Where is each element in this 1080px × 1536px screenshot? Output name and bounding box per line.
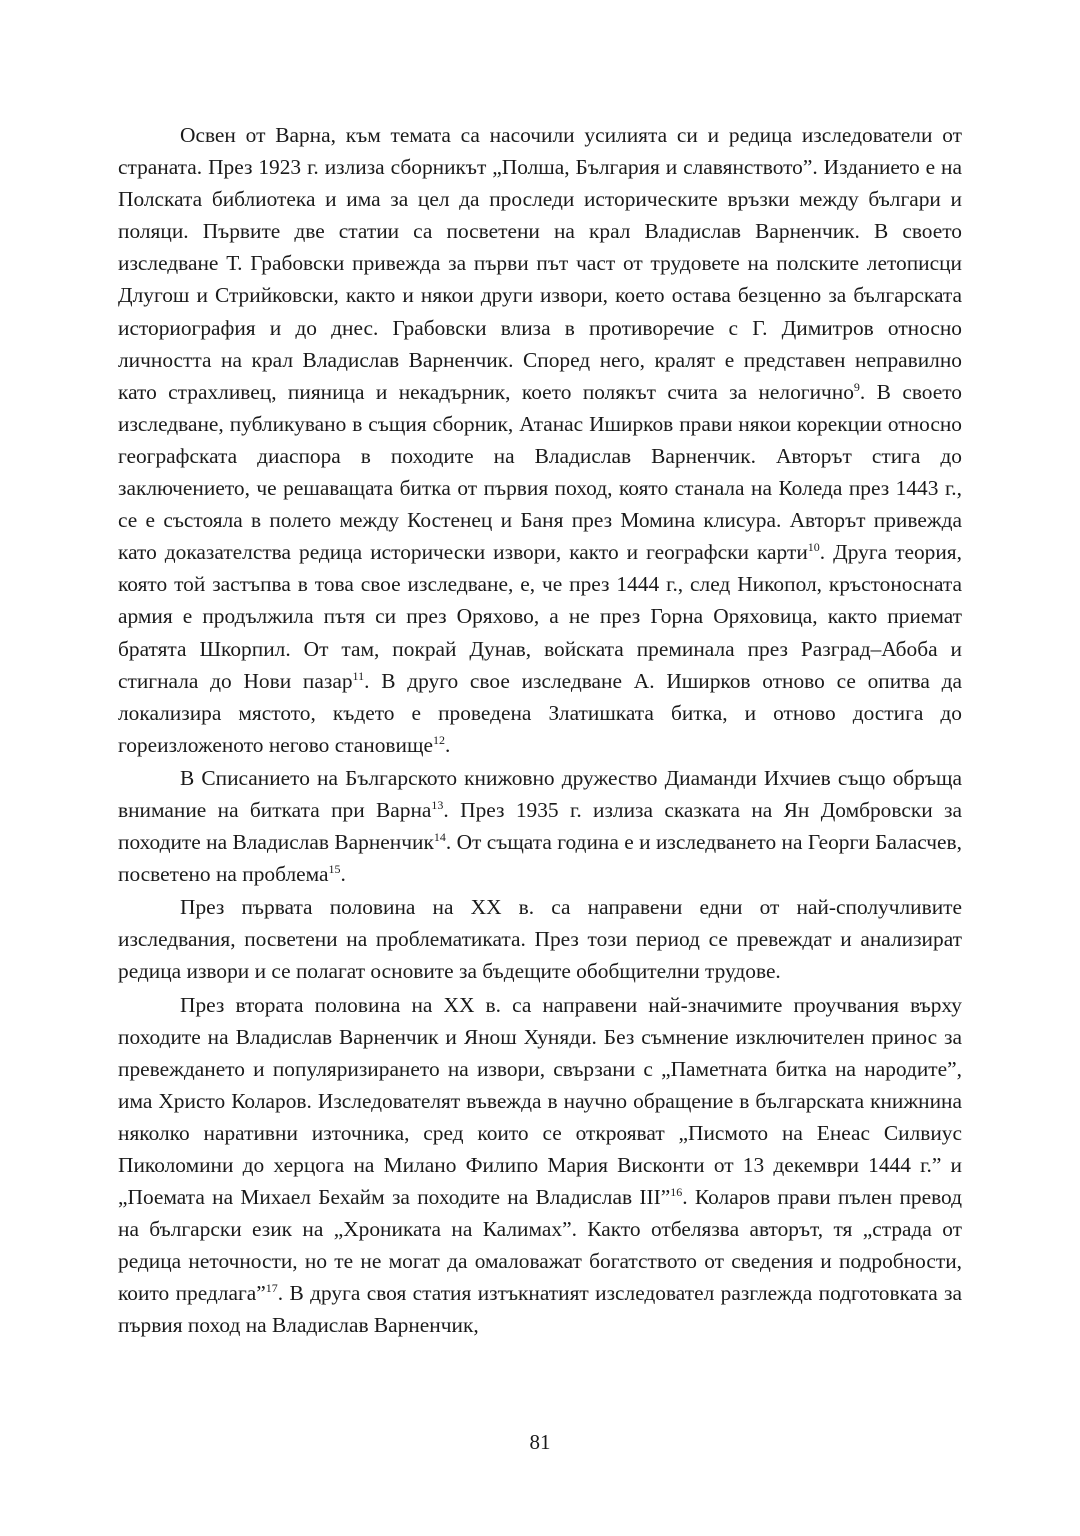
paragraph-text: . [340, 862, 346, 887]
page-number: 81 [529, 1430, 551, 1454]
paragraph-text: През първата половина на XX в. са направени едни от най-сполучливите изследвания, посветени на проблематиката. През този период се превеждат и анализират редица извори и се полагат основите за бъдещите обобщителни трудове. [118, 895, 962, 984]
footnote-ref-15[interactable]: 15 [328, 862, 341, 877]
paragraph-text: . Друга теория, която той застъпва в това свое изследване, е, че през 1444 г., след Никопол, кръстоносната армия е продължила пътя си през Оряхово, а не през Горна Оряховица, както приемат братята Шкорпил. От там, покрай Дунав, войската преминала през Разград–Абоба и стигнала до Нови пазар [118, 540, 962, 693]
paragraph-3 [118, 891, 962, 987]
paragraph-text: . В друго свое изследване А. Иширков отново се опитва да локализира мястото, където е проведена Златишката битка, и отново достига до гореизложеното негово становище [118, 668, 962, 757]
footnote-ref-16[interactable]: 16 [670, 1185, 683, 1200]
footnote-ref-14[interactable]: 14 [433, 830, 446, 845]
paragraph-text: През втората половина на XX в. са направени най-значимите проучвания върху походите на Владислав Варненчик и Янош Хуняди. Без съмнение изключителен принос за превеждането и популяризирането на извори, свързани с „Паметната битка на народите”, има Христо Коларов. Изследователят въвежда в научно обращение в българската книжнина няколко наративни източника, сред които се открояват „Писмото на Енеас Силвиус Пиколомини до херцога на Милано Филипо Мария Висконти от 13 декември 1444 г.” и „Поемата на Михаел Бехайм за походите на Владислав III” [118, 992, 962, 1210]
paragraph-4 [118, 989, 962, 1342]
footnote-ref-9[interactable]: 9 [853, 379, 860, 394]
paragraph-text: . [444, 732, 451, 757]
paragraph-text: . В своето изследване, публикувано в същия сборник, Атанас Иширков прави някои корекции относно географската диаспора в походите на Владислав Варненчик. Авторът стига до заключението, че решаващата битка от първия поход, която станала на Коледа през 1443 г., се е състояла в полето между Костенец и Баня през Момина клисура. Авторът привежда като доказателства редица исторически извори, както и географски карти [118, 379, 962, 565]
footnote-ref-13[interactable]: 13 [431, 797, 444, 812]
paragraph-text: . През 1935 г. излиза сказката на Ян Домбровски за походите на Владислав Варненчик [118, 797, 962, 855]
paragraph-text: . От същата година е и изследването на Георги Баласчев, посветено на проблема [118, 830, 962, 887]
footnote-ref-10[interactable]: 10 [807, 540, 820, 555]
paragraph-text: Освен от Варна, към темата са насочили усилията си и редица изследователи от страната. През 1923 г. излиза сборникът „Полша, България и славянството”. Изданието е на Полската библиотека и има за цел да проследи историческите връзки между българи и поляци. Първите две статии са посветени на крал Владислав Варненчик. В своето изследване Т. Грабовски привежда за първи път част от трудовете на полските летописци Длугош и Стрийковски, както и някои други извори, което остава безценно за българската историография и до днес. Грабовски влиза в противоречие с Г. Димитров относно личността на крал Владислав Варненчик. Според него, кралят е представен неправилно като страхливец, пияница и некадърник, което полякът счита за нелогично [118, 123, 962, 404]
paragraph-2 [118, 762, 962, 890]
footnote-ref-11[interactable]: 11 [352, 668, 365, 683]
paragraph-text: . В друга своя статия изтъкнатият изследовател разглежда подготовката за първия поход на Владислав Варненчик, [118, 1281, 962, 1338]
footnote-ref-12[interactable]: 12 [432, 732, 445, 747]
body-text [118, 119, 962, 1342]
paragraph-text: В Списанието на Българското книжовно дружество Диаманди Ихчиев също обръща внимание на битката при Варна [118, 765, 962, 822]
footnote-ref-17[interactable]: 17 [265, 1281, 278, 1296]
paragraph-text: . Коларов прави пълен превод на български език на „Хрониката на Калимах”. Както отбелязва авторът, тя „страда от редица неточности, но те не могат да омаловажат богатството от сведения и подробности, които предлага” [118, 1185, 962, 1306]
paragraph-1 [118, 119, 962, 761]
